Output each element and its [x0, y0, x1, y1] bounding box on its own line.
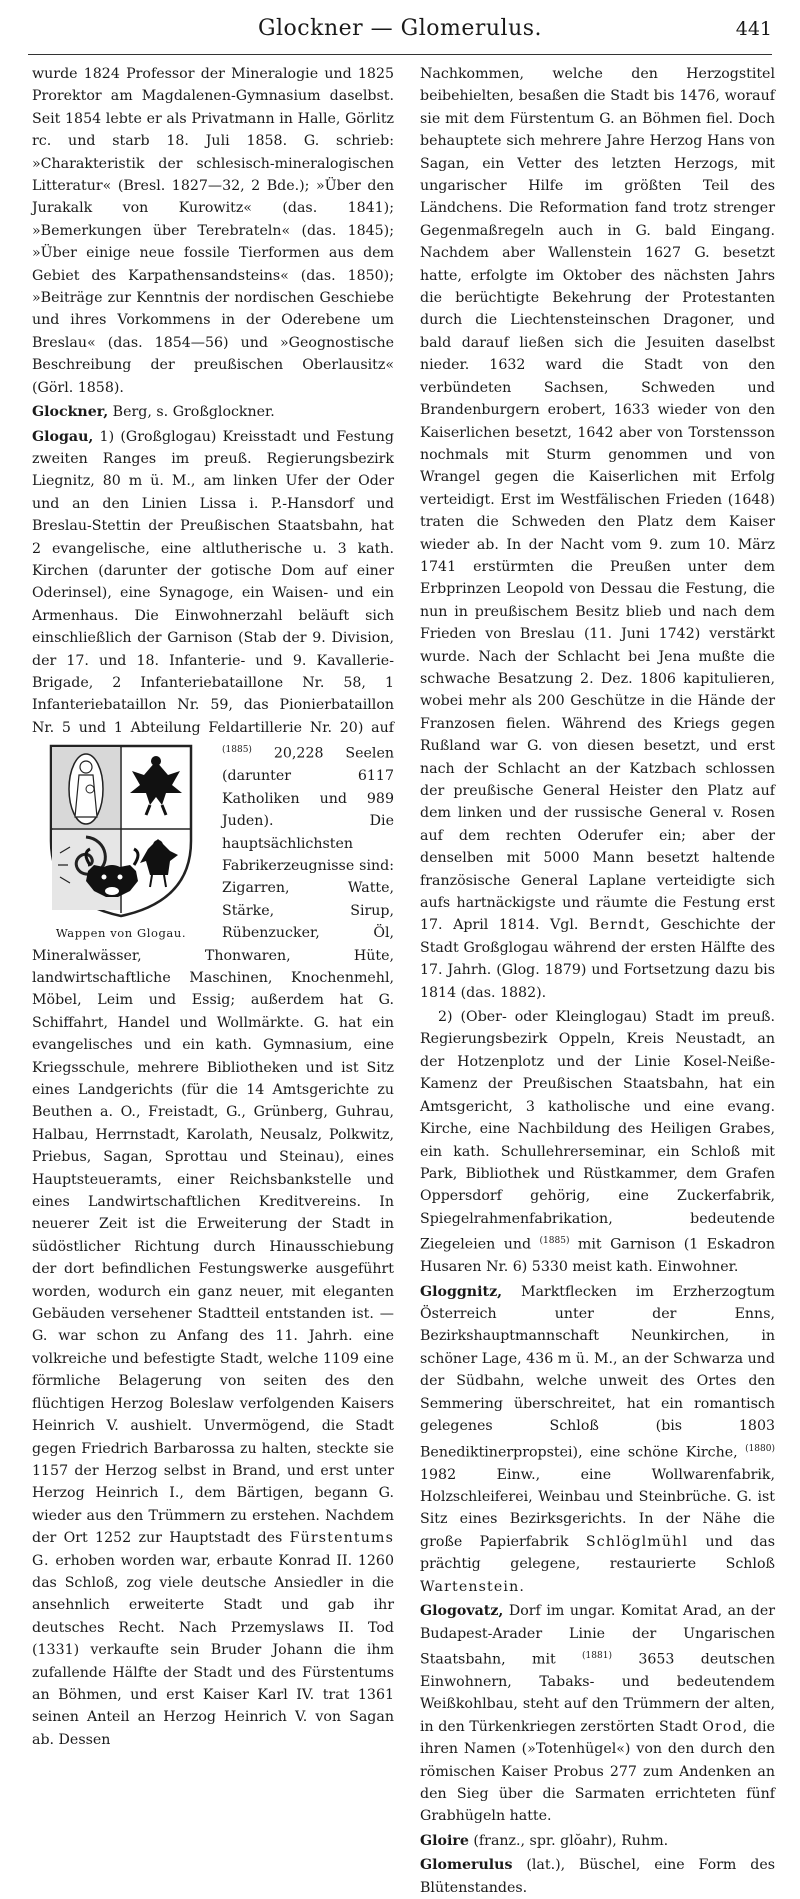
right-column: [420, 63, 776, 1896]
headword: Glomerulus: [420, 1857, 513, 1874]
entry-continuation: wurde 1824 Professor der Mineralogie und 1825 Prorektor am Magdalenen-Gymnasium daselbst. Seit 1854 lebte er als Privatmann in Halle, Görlitz rc. und starb 18. Juli 1858. G. schrieb: »Charakteristik der schlesisch-mineralogischen Litteratur« (Bresl. 1827—32, 2 Bde.); »Über den Jurakalk von Kurowitz« (das. 1841); »Bemerkungen über Terebrateln« (das. 1845); »Über einige neue fossile Tierformen aus dem Gebiet des Karpathensandsteins« (das. 1850); »Beiträge zur Kenntnis der nordischen Geschiebe und ihres Vorkommens in der Oderebene um Breslau« (das. 1854—56) und »Geognostische Beschreibung der preußischen Oberlausitz« (Görl. 1858).: [32, 66, 394, 396]
running-title: Glockner — Glomerulus.: [257, 16, 543, 41]
entry-glogau-continued: Nachkommen, welche den Herzogstitel beibehielten, besaßen die Stadt bis 1476, worauf sie mit dem Fürstentum G. an Böhmen fiel. Doch behauptete sich mehrere Jahre Herzog Hans von Sagan, ein Vetter des letzten Herzogs, mit ungarischer Hilfe im größten Teil des Ländchens. Die Reformation fand trotz strenger Gegenmaßregeln auch in G. bald Eingang. Nachdem aber Wallenstein 1627 G. besetzt hatte, erfolgte im Oktober des nächsten Jahrs die berüchtigte Bekehrung der Protestanten durch die Liechtensteinschen Dragoner, und bald darauf ließen sich die Jesuiten daselbst nieder. 1632 ward die Stadt von den verbündeten Sachsen, Schweden und Brandenburgern erobert, 1633 wieder von den Kaiserlichen besetzt, 1642 aber von Torstensson nochmals mit Sturm genommen und von Wrangel gegen die Kaiserlichen mit Erfolg verteidigt. Erst im Westfälischen Frieden (1648) traten die Schweden den Platz dem Kaiser wieder ab. In der Nacht vom 9. zum 10. März 1741 erstürmten die Preußen unter dem Erbprinzen Leopold von Dessau die Festung, die nun in preußischem Besitz blieb und nach dem Frieden von Breslau (11. Juni 1742) verstärkt wurde. Nach der Schlacht bei Jena mußte die schwache Besatzung 2. Dez. 1806 kapitulieren, wobei mehr als 200 Geschütze in die Hände der Franzosen fielen. Während des Kriegs gegen Rußland war G. von diesen besetzt, und erst nach der Schlacht an der Katzbach schlossen der preußische General Heister den Platz auf dem linken und der russische General v. Rosen auf dem rechten Oderufer ein; aber der denselben mit 5000 Mann besetzt haltende französische General Laplane verteidigte sich aufs hartnäckigste und räumte die Festung erst 17. April 1814. Vgl. Berndt, Geschichte der Stadt Großglogau während der ersten Hälfte des 17. Jahrh. (Glog. 1879) und Fortsetzung dazu bis 1814 (das. 1882).: [420, 66, 776, 1001]
crest-figure: [32, 741, 210, 941]
entry-glogovatz: Glogovatz, Dorf im ungar. Komitat Arad, an der Budapest-Arader Linie der Ungarischen Staatsbahn, mit $^{(1881)}$ 3653 deutschen Einwohnern, Tabaks- und bedeutendem Weißkohlbau, steht auf den Trümmern der alten, in den Türkenkriegen zerstörten Stadt Orod, die ihren Namen (»Totenhügel«) von den durch den römischen Kaiser Probus 277 zum Andenken an den Sieg über die Sarmaten errichteten fünf Grabhügeln hatte.: [420, 1603, 776, 1825]
headword: Glogau,: [32, 428, 94, 445]
coat-of-arms-icon: [46, 741, 196, 919]
headword: Glockner,: [32, 404, 109, 421]
citation-author: Berndt: [588, 917, 646, 934]
crest-caption: Wappen von Glogau.: [55, 926, 187, 941]
entry-glockner: Glockner, Berg, s. Großglockner.: [32, 404, 275, 421]
headword: Gloire: [420, 1832, 469, 1849]
entry-glogau: Glogau, 1) (Großglogau) Kreisstadt und Festung zweiten Ranges im preuß. Regierungsbezirk Liegnitz, 80 m ü. M., am linken Ufer der Oder und an den Linien Lissa i. P.-Hansdorf und Breslau-Stettin der Preußischen Staatsbahn, hat 2 evangelische, eine altlutherische u. 3 kath. Kirchen (darunter der gotische Dom auf einer Oderinsel), eine Synagoge, ein Waisen- und ein Armenhaus. Die Einwohnerzahl beläuft sich einschließlich der Garnison (Stab der 9. Division, der 17. und 18. Infanterie- und 9. Kavallerie-Brigade, 2 Infanteriebataillone Nr. 58, 1 Infanteriebataillon Nr. 59, das Pionierbataillon Nr. 5 und 1 Abteilung Feldartillerie Nr. 20) auf Wappen von Glogau. $^{(1885)}$ 20,228 Seelen (darunter 6117 Katholiken und 989 Juden). Die hauptsächlichsten Fabrikerzeugnisse sind: Zigarren, Watte, Stärke, Sirup, Rübenzucker, Öl, Mineralwässer, Thonwaren, Hüte, landwirtschaftliche Maschinen, Knochenmehl, Möbel, Leim und Essig; außerdem hat G. Schiffahrt, Handel und Wollmärkte. G. hat ein evangelisches und ein kath. Gymnasium, eine Kriegsschule, mehrere Bibliotheken und ist Sitz eines Landgerichts (für die 14 Amtsgerichte zu Beuthen a. O., Freistadt, G., Grünberg, Guhrau, Halbau, Herrnstadt, Karolath, Neusalz, Polkwitz, Priebus, Sagan, Sprottau und Steinau), eines Hauptsteueramts, einer Reichsbankstelle und eines Landwirtschaftlichen Kreditvereins. In neuerer Zeit ist die Erweiterung der Stadt in südöstlicher Richtung durch Hinausschiebung der dort befindlichen Festungswerke ausgeführt worden, wodurch ein ganz neuer, mit eleganten Gebäuden versehener Stadtteil entstanden ist. — G. war schon zu Anfang des 11. Jahrh. eine volkreiche und befestigte Stadt, welche 1109 eine förmliche Belagerung von seiten des den flüchtigen Herzog Boleslaw verfolgenden Kaisers Heinrich V. aushielt. Unvermögend, die Stadt gegen Friedrich Barbarossa zu halten, steckte sie 1157 der Herzog selbst in Brand, und erst unter Herzog Heinrich I., dem Bärtigen, begann G. wieder aus den Trümmern zu erstehen. Nachdem der Ort 1252 zur Hauptstadt des Fürstentums G. erhoben worden war, erbaute Konrad II. 1260 das Schloß, zog viele deutsche Ansiedler in die ansehnlich erweiterte Stadt und gab ihr deutsches Recht. Nach Przemyslaws II. Tod (1331) verkaufte sein Bruder Johann die ihm zufallende Hälfte der Stadt und des Fürstentums an Böhmen, und erst Kaiser Karl IV. trat 1361 seinen Anteil an Herzog Heinrich V. von Sagan ab. Dessen: [32, 428, 394, 1748]
headword: Glogovatz,: [420, 1603, 504, 1620]
page-number: 441: [735, 18, 772, 40]
page-header: [28, 14, 772, 55]
entry-gloggnitz: Gloggnitz, Marktflecken im Erzherzogtum Österreich unter der Enns, Bezirkshauptmannschaft Neunkirchen, in schöner Lage, 436 m ü. M., an der Schwarza und der Südbahn, welche unweit des Ortes den Semmering überschreitet, hat ein romantisch gelegenes Schloß (bis 1803 Benediktinerpropstei), eine schöne Kirche, $^{(1880)}$ 1982 Einw., eine Wollwarenfabrik, Holzschleiferei, Weinbau und Steinbrüche. G. ist Sitz eines Bezirksgerichts. In der Nähe die große Papierfabrik Schlöglmühl und das prächtig gelegene, restaurierte Schloß Wartenstein.: [420, 1283, 776, 1595]
left-column: [32, 63, 394, 1748]
entry-gloire: Gloire (franz., spr. glŏahr), Ruhm.: [420, 1832, 669, 1849]
headword: Gloggnitz,: [420, 1283, 503, 1300]
entry-glogau-2: 2) (Ober- oder Kleinglogau) Stadt im preuß. Regierungsbezirk Oppeln, Kreis Neustadt, an der Hotzenplotz und der Linie Kosel-Neiße-Kamenz der Preußischen Staatsbahn, hat ein Amtsgericht, 3 katholische und eine evang. Kirche, eine Nachbildung des Heiligen Grabes, ein kath. Schullehrerseminar, ein Schloß mit Park, Bibliothek und Rüstkammer, dem Grafen Oppersdorf gehörig, eine Zuckerfabrik, Spiegelrahmenfabrikation, bedeutende Ziegeleien und $^{(1885)}$ mit Garnison (1 Eskadron Husaren Nr. 6) 5330 meist kath. Einwohner.: [420, 1009, 775, 1276]
entry-glomerulus: Glomerulus (lat.), Büschel, eine Form des Blütenstandes.: [420, 1857, 775, 1896]
